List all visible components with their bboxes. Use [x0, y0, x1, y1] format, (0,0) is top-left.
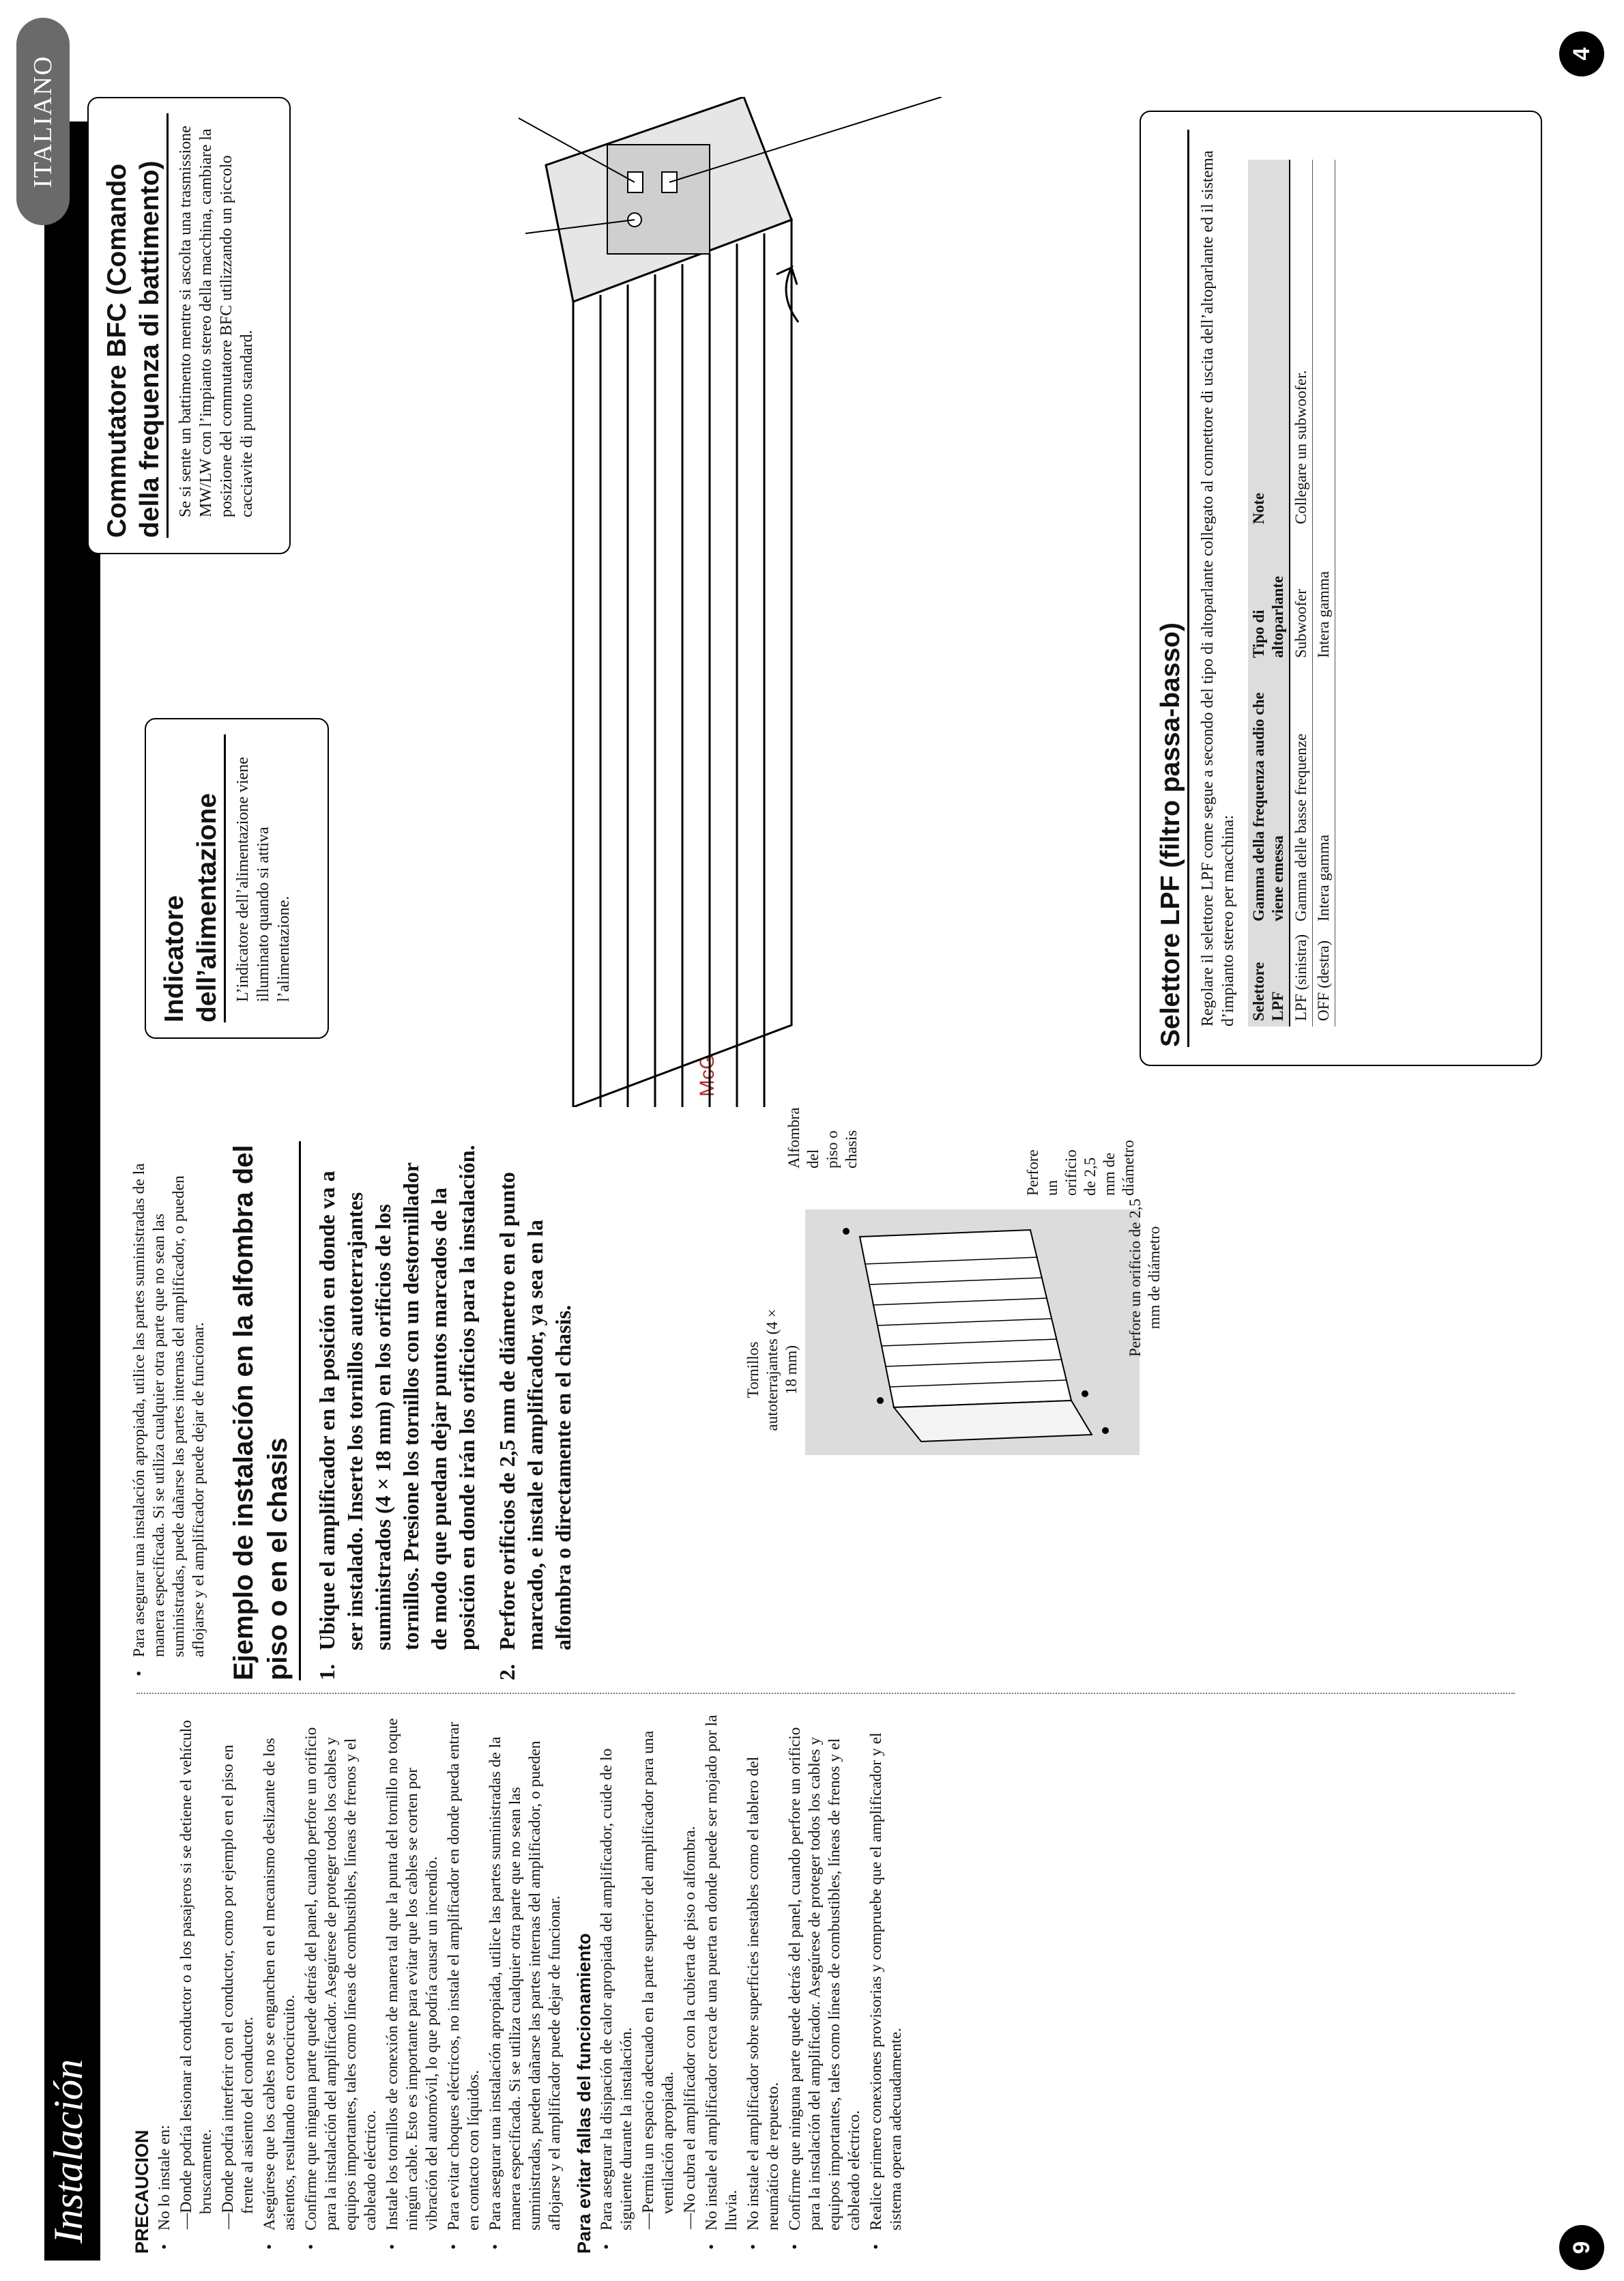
- column-header: Gamma della frequenza audio che viene emessa: [1248, 663, 1290, 927]
- lpf-intro: Regolare il selettore LPF come segue a secondo del tipo di altoparlante collegato al connettore di uscita dell’altoparlante ed il sistema d’impianto stereo per macchina:: [1199, 150, 1237, 1027]
- page-number-right: 4: [1559, 31, 1604, 76]
- bfc-switch-icon: [628, 172, 643, 192]
- table-row: [1313, 160, 1335, 1027]
- list-item: —Donde podría lesionar al conductor o a los pasajeros si se detiene el vehículo bruscamente.: [177, 1720, 215, 2229]
- list-item: —Donde podría interferir con el conductor, como por ejemplo en el piso en frente al asiento del conductor.: [219, 1745, 257, 2229]
- list-item: • No instale el amplificador sobre superficies inestables como el tablero del neumático de repuesto.: [744, 1708, 783, 2254]
- list-item: • Asegúrese que los cables no se enganchen en el mecanismo deslizante de los asientos, resultando en cortocircuito.: [260, 1708, 300, 2254]
- step-text: Perfore orificios de 2,5 mm de diámetro en el punto marcado, e instale el amplificador, ya sea en la alfombra o directamente en el chasis.: [495, 1172, 575, 1650]
- bfc-box: [87, 97, 291, 554]
- list-item: —No cubra el amplificador con la cubierta de piso o alfombra.: [681, 1826, 699, 2229]
- precaution-column: [130, 1708, 908, 2254]
- power-indicator-box: [145, 718, 329, 1039]
- table-cell: Gamma delle basse frequenze: [1290, 663, 1313, 927]
- table-cell: Intera gamma: [1313, 663, 1335, 927]
- example-heading: Ejemplo de instalación en la alfombra del piso o en el chasis: [227, 1141, 301, 1680]
- malfunction-heading: Para evitar fallas del funcionamiento: [574, 1933, 594, 2254]
- amplifier-illustration: [519, 97, 1119, 1107]
- step-number: 2.: [495, 1664, 519, 1680]
- list-item: • No lo instale en:: [155, 1708, 175, 2254]
- list-item: • Instale los tornillos de conexión de manera tal que la punta del tornillo no toque ningún cable. Esto es importante para evitar que los cables se corten por vibración del automóvil, lo que podría causar un incendio.: [383, 1708, 442, 2254]
- step-number: 1.: [315, 1664, 339, 1680]
- language-tab: ITALIANO: [16, 18, 70, 225]
- table-cell: LPF (sinistra): [1290, 927, 1313, 1027]
- power-indicator-text: L’indicatore dell’alimentazione viene illuminato quando si attiva l’alimentazione.: [234, 757, 293, 1002]
- precaution-heading: PRECAUCION: [132, 2129, 152, 2254]
- lpf-table: [1248, 160, 1335, 1027]
- list-item: • Realice primero conexiones provisorias y compruebe que el amplificador y el sistema operan adecuadamente.: [867, 1708, 906, 2254]
- intro-bullet: • Para asegurar una instalación apropiada, utilice las partes suministradas de la manera especificada. Si se utiliza cualquier otra parte que no sean las suministradas, puede dañarse las partes internas del amplificador, o pueden aflojarse y el amplificador puede dejar de funcionar.: [130, 1141, 209, 1680]
- table-cell: Intera gamma: [1313, 530, 1335, 663]
- column-divider: [136, 1693, 1515, 1694]
- lpf-heading: Selettore LPF (filtro passa-basso): [1155, 130, 1189, 1047]
- column-header: Selettore LPF: [1248, 927, 1290, 1027]
- lpf-box: [1140, 111, 1542, 1066]
- precaution-list: [155, 1708, 565, 2254]
- installation-figure: [764, 1175, 1146, 1558]
- bfc-text: Se si sente un battimento mentre si ascolta una trasmissione MW/LW con l’impianto stereo della macchina, cambiare la posizione del commutatore BFC utilizzando un piccolo cacciavite di punto standard.: [177, 126, 256, 517]
- step-text: Ubique el amplificador en la posición en donde va a ser instalado. Inserte los tornillos autoterrajantes suministrados (4 × 18 mm) en los orificios de los tornillos. Presione los tornillos con un destornillador de modo que puedan dejar puntos marcados de la posición en donde irán los orificios para la instalación.: [315, 1145, 479, 1650]
- list-item: • Para asegurar la disipación de calor apropiada del amplificador, cuide de lo siguiente durante la instalación.: [597, 1708, 637, 2254]
- bfc-heading: Commutatore BFC (Comando della frequenza di battimento): [101, 113, 169, 538]
- table-cell: Collegare un subwoofer.: [1290, 160, 1313, 530]
- page-number-left: 9: [1559, 2225, 1604, 2270]
- list-item: —Permita un espacio adecuado en la parte superior del amplificador para una ventilación apropiada.: [639, 1730, 677, 2229]
- hole-label-right: Perfore un orificio de 2,5 mm de diámetro: [1024, 1140, 1137, 1196]
- column-header: Note: [1248, 160, 1290, 530]
- power-indicator-heading: Indicatore dell’alimentazione: [158, 734, 226, 1022]
- list-item: • No instale el amplificador cerca de una puerta en donde puede ser mojado por la lluvia.: [702, 1708, 742, 2254]
- step-1: [313, 1141, 481, 1680]
- table-header-row: [1248, 160, 1290, 1027]
- table-cell: OFF (destra): [1313, 927, 1335, 1027]
- malfunction-list: [597, 1708, 906, 2254]
- list-item: • Confirme que ninguna parte quede detrás del panel, cuando perfore un orificio para la instalación del amplificador. Asegúrese de proteger todos los cables y equipos importantes, tales como líneas de combustibles, líneas de frenos y el cableado eléctrico.: [785, 1708, 865, 2254]
- amplifier-front: [894, 1401, 1092, 1441]
- section-title: Instalación: [46, 2059, 91, 2243]
- list-item: • Para evitar choques eléctricos, no instale el amplificador en donde pueda entrar en contacto con líquidos.: [444, 1708, 484, 2254]
- table-cell: Subwoofer: [1290, 530, 1313, 663]
- list-item: • Para asegurar una instalación apropiada, utilice las partes suministradas de la manera especificada. Si se utiliza cualquier otra parte que no sean las suministradas, pueden dañarse las partes internas del amplificador, o pueden aflojarse y el amplificador puede dejar de funcionar.: [486, 1708, 565, 2254]
- table-row: [1290, 160, 1313, 1027]
- list-item: • Confirme que ninguna parte quede detrás del panel, cuando perfore un orificio para la instalación del amplificador. Asegúrese de proteger todos los cables y equipos importantes, tales como líneas de combustibles, líneas de frenos y el cableado eléctrico.: [302, 1708, 381, 2254]
- column-header: Tipo di altoparlante: [1248, 530, 1290, 663]
- carpet-label: Alfombra del piso o chasis: [785, 1107, 860, 1168]
- step-2: [493, 1141, 577, 1680]
- table-cell: [1313, 160, 1335, 530]
- hole-label-bottom: Perfore un orificio de 2,5 mm de diámetro: [1127, 1199, 1163, 1357]
- control-panel-detail: [607, 145, 710, 254]
- screws-label: Tornillos autoterrajantes (4 × 18 mm): [744, 1308, 800, 1431]
- installation-column: [130, 1141, 590, 1680]
